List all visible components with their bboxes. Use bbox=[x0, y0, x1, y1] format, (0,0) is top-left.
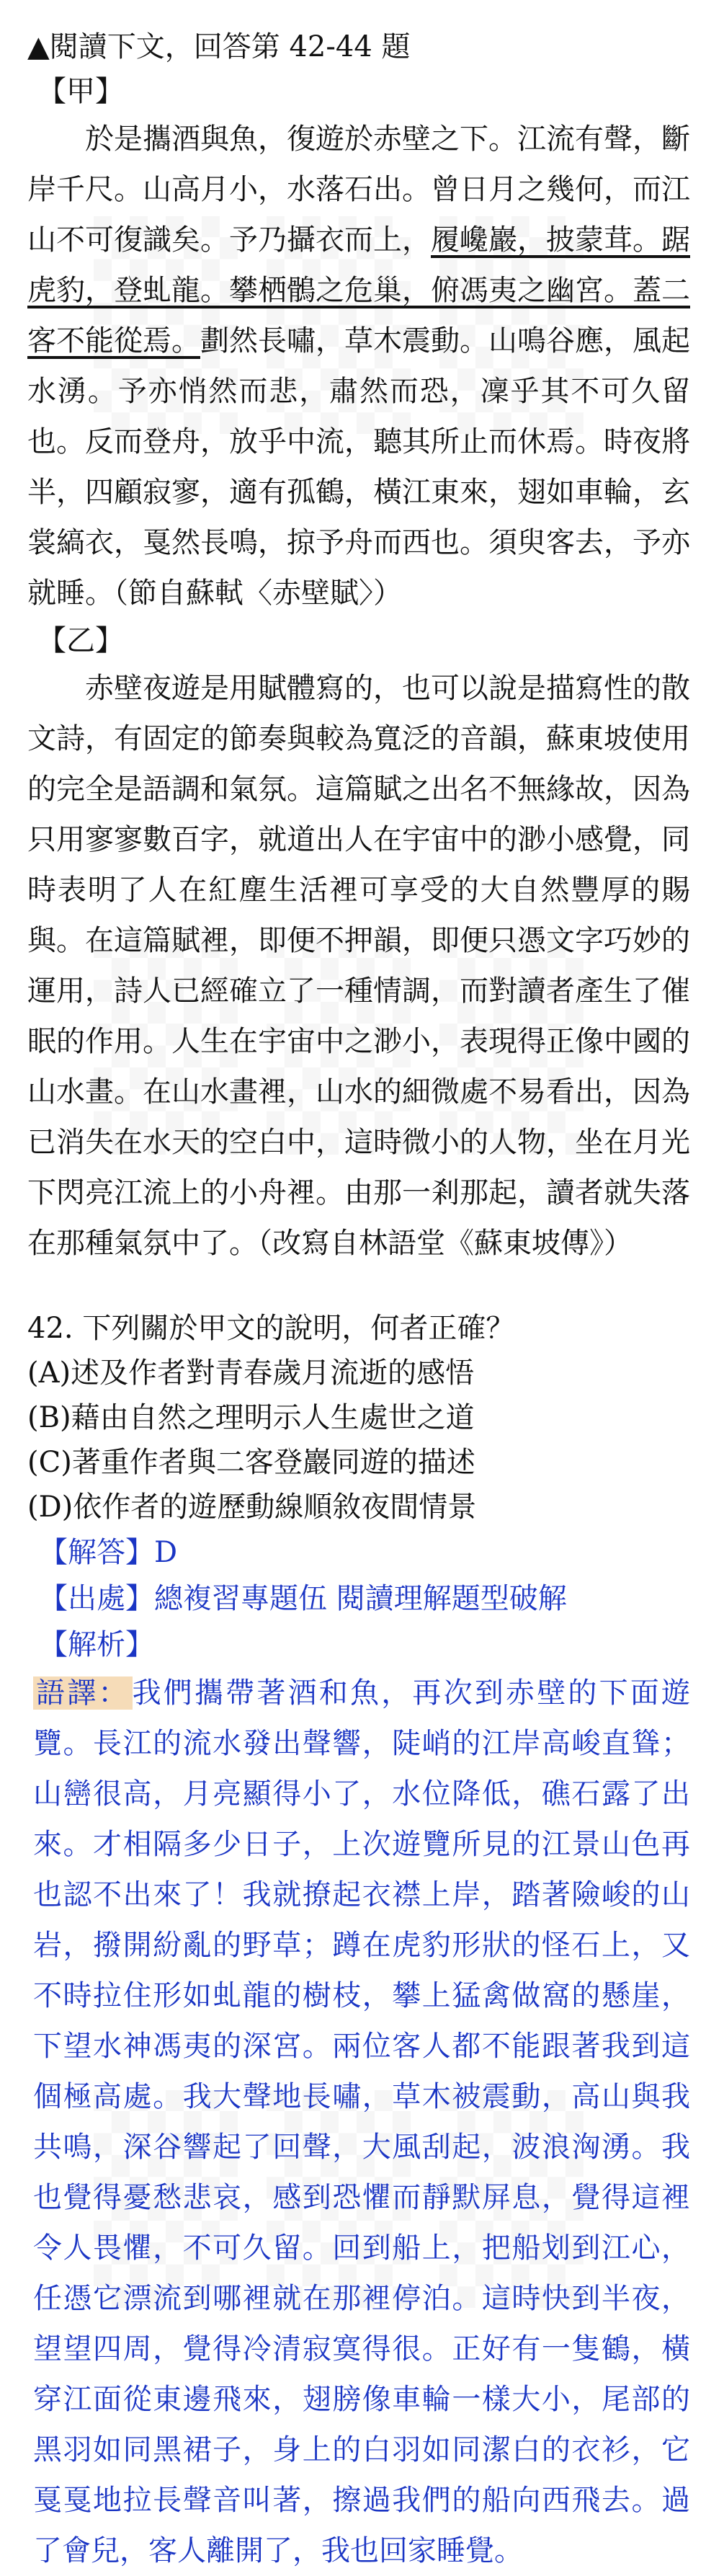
option-d: (D)依作者的遊歷動線順敘夜間情景 bbox=[27, 1491, 477, 1524]
option-b: (B)藉由自然之理明示人生處世之道 bbox=[27, 1401, 475, 1434]
passage-a-tag: 【甲】 bbox=[37, 75, 124, 108]
source-line: 【出處】總複習專題伍 閱讀理解題型破解 bbox=[39, 1582, 567, 1615]
section-header: ▲閱讀下文，回答第 42-44 題 bbox=[27, 30, 411, 63]
translation-body: 我們攜帶著酒和魚，再次到赤壁的下面遊覽。長江的流水發出聲響，陡峭的江岸高峻直聳；山巒很高，月亮顯得小了，水位降低，礁石露了出來。才相隔多少日子，上次遊覽所見的江景山色再也認不出來了！我就撩起衣襟上岸，踏著險峻的山岩，撥開紛亂的野草；蹲在虎豹形狀的怪石上，又不時拉住形如虬龍的樹枝，攀上猛禽做窩的懸崖，下望水神馮夷的深宮。兩位客人都不能跟著我到這個極高處。我大聲地長嘯，草木被震動，高山與我共鳴，深谷響起了回聲，大風刮起，波浪洶湧。我也覺得憂愁悲哀，感到恐懼而靜默屏息，覺得這裡令人畏懼，不可久留。回到船上，把船划到江心，任憑它漂流到哪裡就在那裡停泊。這時快到半夜，望望四周，覺得冷清寂寞得很。正好有一隻鶴，橫穿江面從東邊飛來，翅膀像車輪一樣大小，尾部的黑羽如同黑裙子，身上的白羽如同潔白的衣衫，它戛戛地拉長聲音叫著，擦過我們的船向西飛去。過了會兒，客人離開了，我也回家睡覺。 bbox=[33, 1676, 691, 2567]
passage-a-underlined: 履巉巖，披蒙茸。踞虎豹，登虬龍。攀栖鶻之危巢，俯馮夷之幽宮。蓋二客不能從焉。 bbox=[27, 223, 690, 357]
analysis-label: 【解析】 bbox=[39, 1628, 154, 1661]
option-c: (C)著重作者與二客登巖同遊的描述 bbox=[27, 1446, 475, 1479]
passage-a-text bbox=[27, 114, 690, 618]
passage-b-text: 赤壁夜遊是用賦體寫的，也可以說是描寫性的散文詩，有固定的節奏與較為寬泛的音韻，蘇東坡使用的完全是語調和氣氛。這篇賦之出名不無緣故，因為只用寥寥數百字，就道出人在宇宙中的渺小感覺，同時表明了人在紅塵生活裡可享受的大自然豐厚的賜與。在這篇賦裡，即便不押韻，即便只憑文字巧妙的運用，詩人已經確立了一種情調，而對讀者產生了催眠的作用。人生在宇宙中之渺小，表現得正像中國的山水畫。在山水畫裡，山水的細微處不易看出，因為已消失在水天的空白中，這時微小的人物，坐在月光下閃亮江流上的小舟裡。由那一剎那起，讀者就失落在那種氣氛中了。（改寫自林語堂《蘇東坡傳》） bbox=[27, 672, 690, 1260]
exam-page bbox=[27, 25, 690, 2576]
passage-a-before: 於是攜酒與魚，復遊於赤壁之下。江流有聲，斷岸千尺。山高月小，水落石出。曾日月之幾何，而江山不可復識矣。予乃攝衣而上， bbox=[27, 123, 690, 257]
translation-text bbox=[33, 1668, 690, 2576]
question-stem: 42. 下列關於甲文的說明，何者正確？ bbox=[27, 1312, 515, 1345]
passage-b-tag: 【乙】 bbox=[37, 624, 124, 657]
passage-a-after: 劃然長嘯，草木震動。山鳴谷應，風起水湧。予亦悄然而悲，肅然而恐，凜乎其不可久留也。反而登舟，放乎中流，聽其所止而休焉。時夜將半，四顧寂寥，適有孤鶴，橫江東來，翅如車輪，玄裳縞衣，戛然長鳴，掠予舟而西也。須臾客去，予亦就睡。（節自蘇軾〈赤壁賦〉） bbox=[27, 324, 690, 610]
answer-line: 【解答】D bbox=[39, 1536, 178, 1569]
translation-label: 語譯： bbox=[33, 1676, 133, 1710]
option-a: (A)述及作者對青春歲月流逝的感悟 bbox=[27, 1356, 475, 1390]
